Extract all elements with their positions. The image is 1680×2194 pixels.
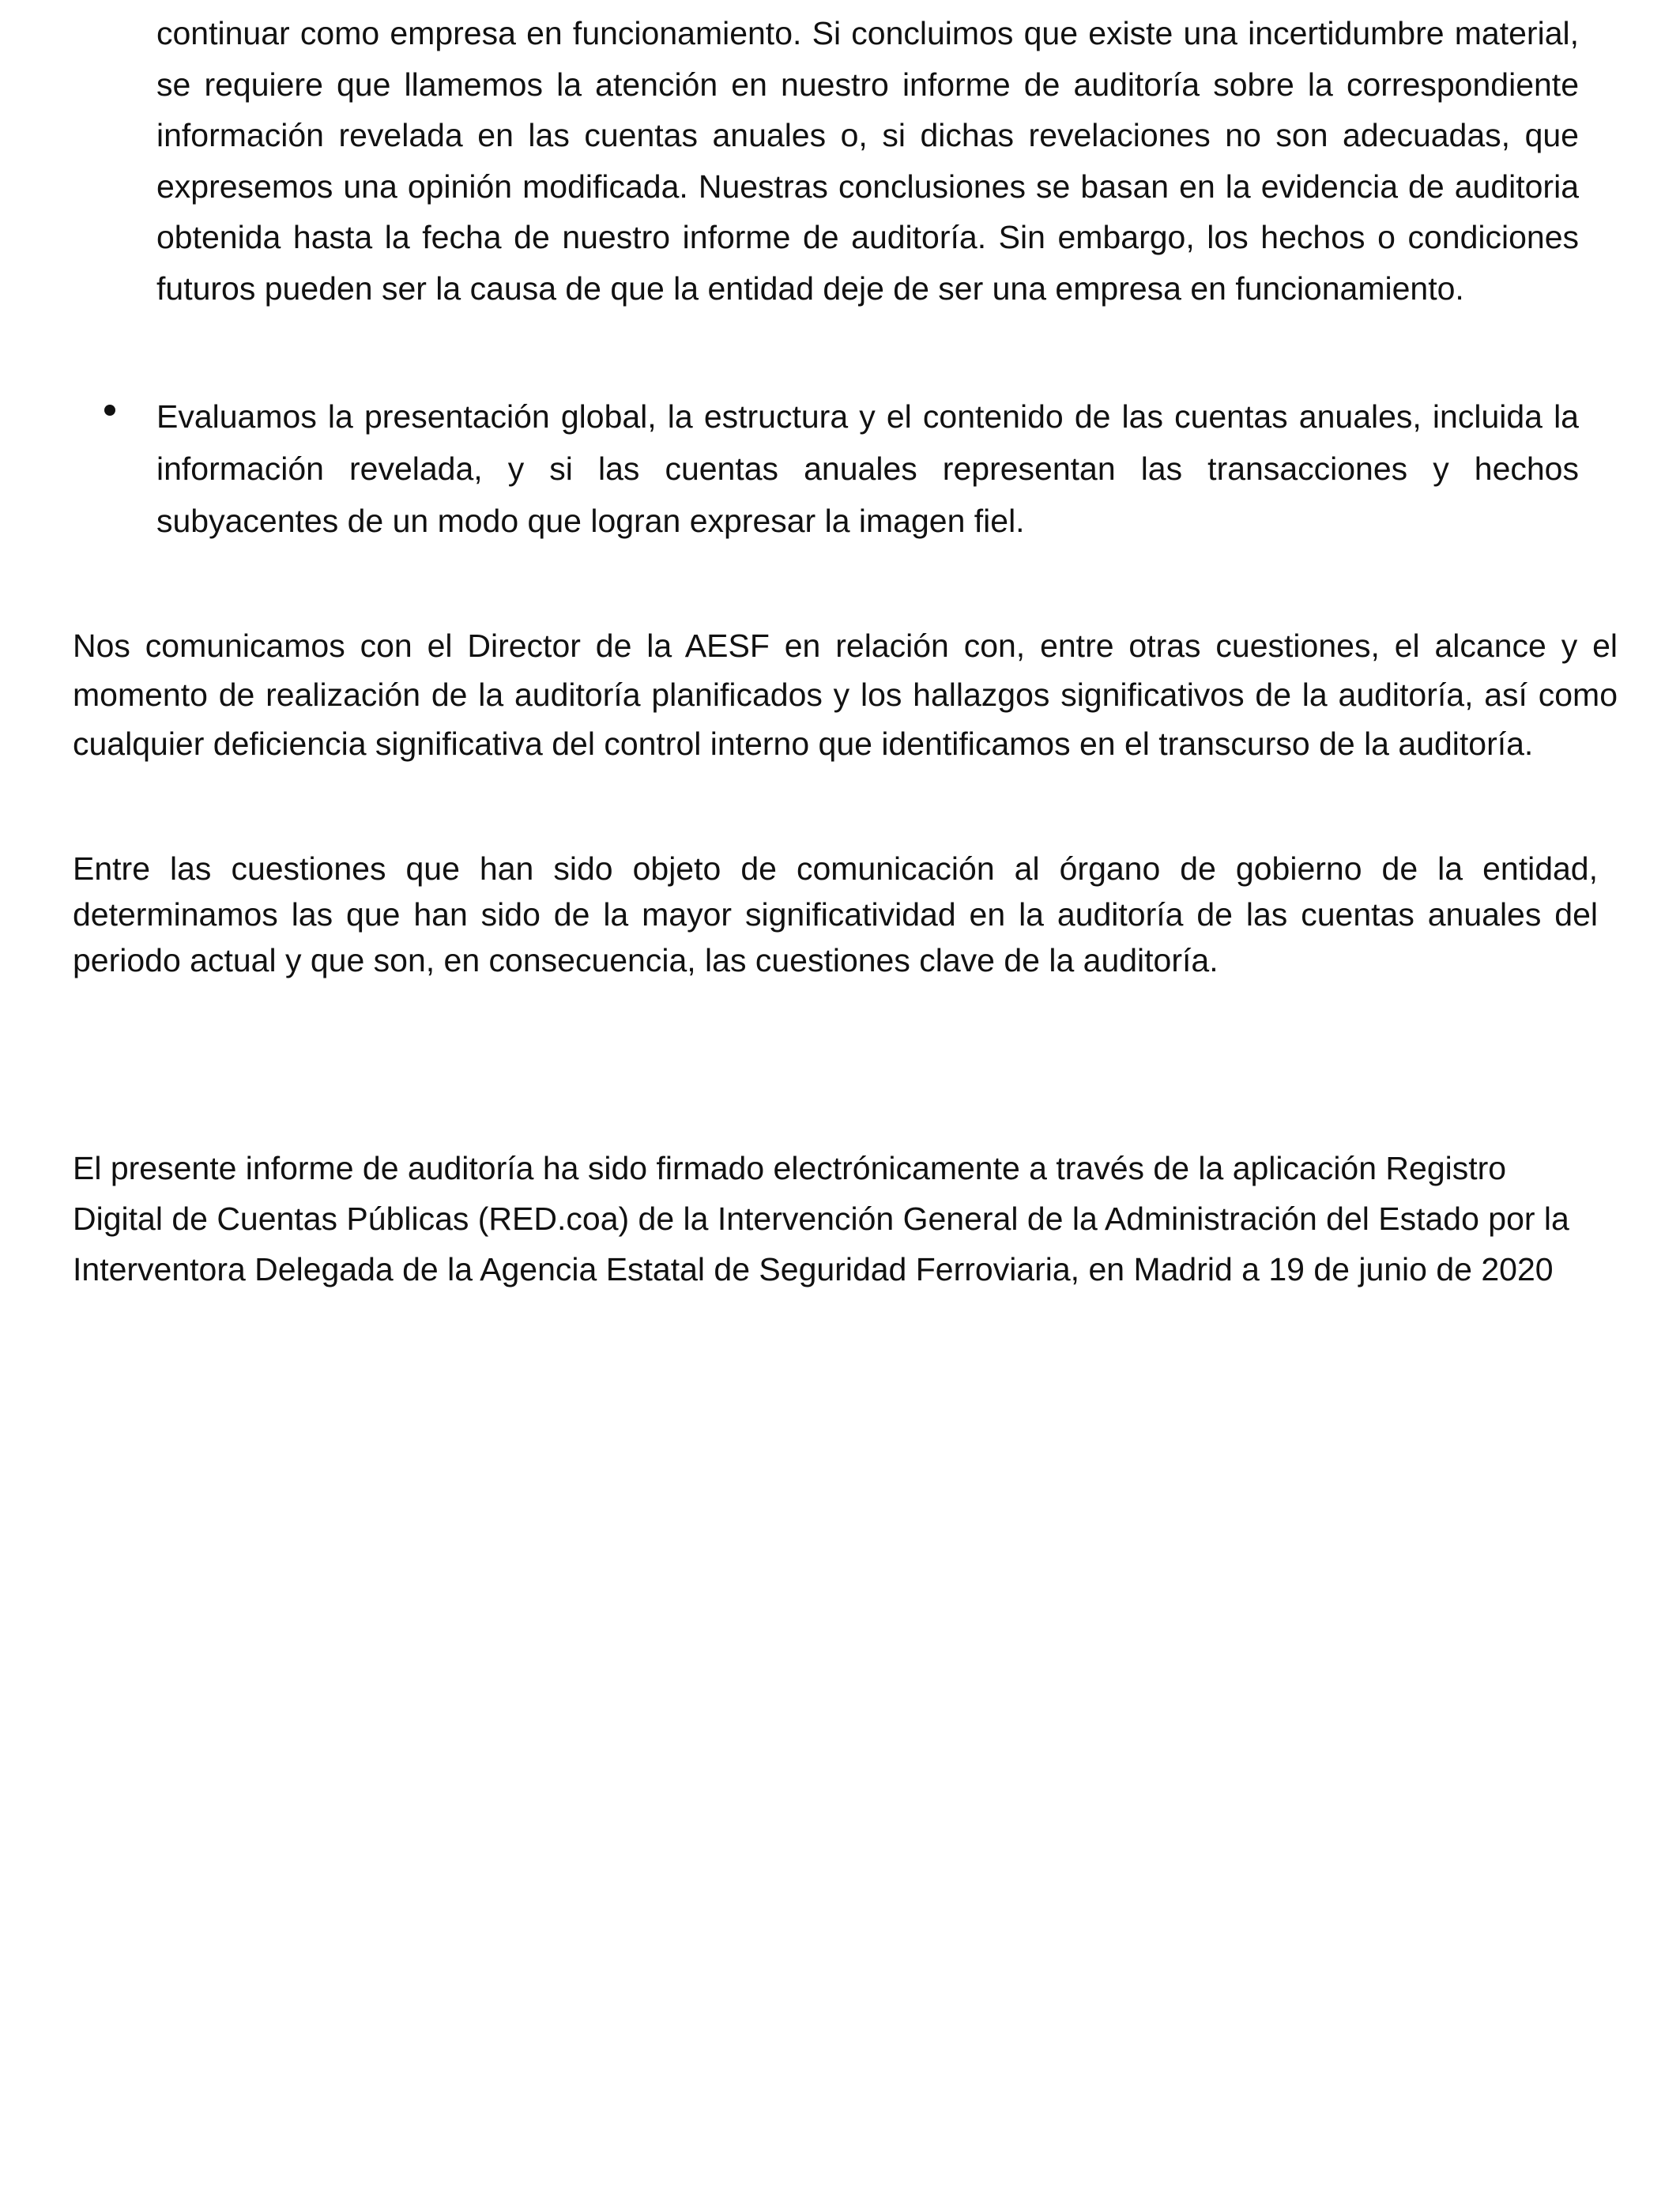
paragraph-key-audit-matters: Entre las cuestiones que han sido objeto de comunicación al órgano de gobierno de la entidad, determinamos las que han sido de la mayor significatividad en la auditoría de las cuentas anuales del periodo actual y que son, en consecuencia, las cuestiones clave de la auditoría. — [73, 850, 1598, 978]
continued-bullet-text: continuar como empresa en funcionamiento. Si concluimos que existe una incertidumbre material, se requiere que llamemos la atención en nuestro informe de auditoría sobre la correspondiente información revelada en las cuentas anuales o, si dichas revelaciones no son adecuadas, que expresemos una opinión modificada. Nuestras conclusiones se basan en la evidencia de auditoria obtenida hasta la fecha de nuestro informe de auditoría. Sin embargo, los hechos o condiciones futuros pueden ser la causa de que la entidad deje de ser una empresa en funcionamiento. — [156, 15, 1579, 307]
paragraph-signature: El presente informe de auditoría ha sido firmado electrónicamente a través de la aplicación Registro Digital de Cuentas Públicas (RED.coa) de la Intervención General de la Administración del Estado por la Interventora Delegada de la Agencia Estatal de Seguridad Ferroviaria, en Madrid a 19 de junio de 2020 — [73, 1150, 1569, 1287]
bullet-icon — [104, 405, 115, 416]
bullet-item-evaluation: Evaluamos la presentación global, la estructura y el contenido de las cuentas anuales, incluida la información revelada, y si las cuentas anuales representan las transacciones y hechos subyacentes de un modo que logran expresar la imagen fiel. — [156, 398, 1579, 539]
paragraph-communication: Nos comunicamos con el Director de la AESF en relación con, entre otras cuestiones, el alcance y el momento de realización de la auditoría planificados y los hallazgos significativos de la auditoría, así como cualquier deficiencia significativa del control interno que identificamos en el transcurso de la auditoría. — [73, 628, 1618, 762]
